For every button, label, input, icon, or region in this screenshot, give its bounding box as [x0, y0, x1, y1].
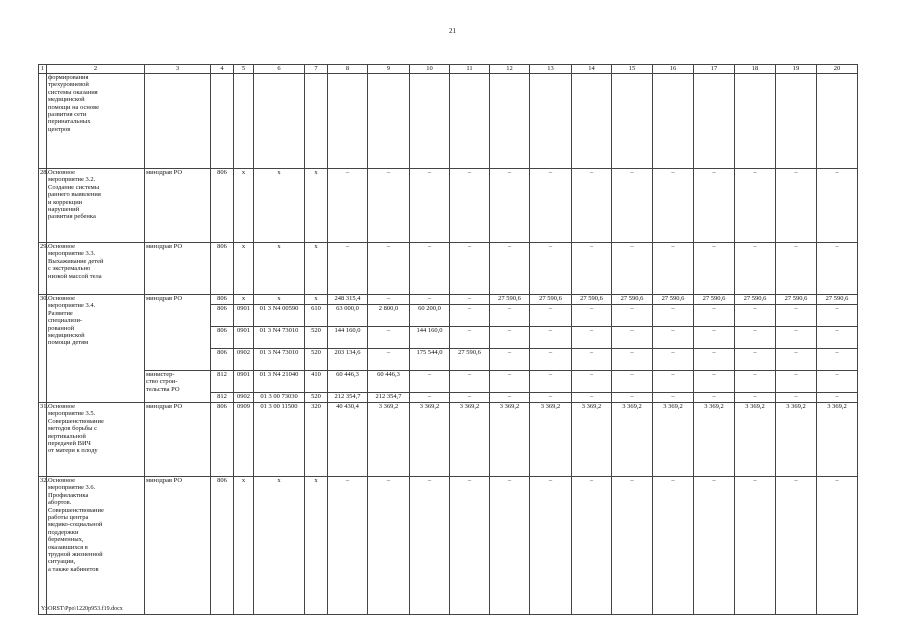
activity-name: Основное мероприятие 3.4. Развитие специализи- рованной медицинской помощи детям: [47, 295, 145, 403]
executor: минздрав РО: [145, 477, 211, 615]
empty-value-dash: –: [450, 169, 490, 243]
budget-table: [38, 64, 858, 615]
row-number: 31.: [39, 403, 47, 477]
table-row-30-sub: министер- ство строи- тельства РО 812 0901 01 3 N4 21040 410 60 446,3 60 446,3 – – – – – – – – – – –: [39, 371, 858, 393]
empty-value-dash: –: [410, 243, 450, 295]
empty-value-dash: –: [450, 477, 490, 615]
empty-value-dash: –: [612, 477, 653, 615]
empty-value-dash: –: [410, 477, 450, 615]
empty-value-dash: –: [572, 243, 612, 295]
activity-name: Основное мероприятие 3.5. Совершенствование методов борьбы с вертикальной передачей ВИЧ от матери к плоду: [47, 403, 145, 477]
empty-value-dash: –: [328, 477, 368, 615]
column-header: 1: [39, 65, 47, 74]
column-header: 3: [145, 65, 211, 74]
activity-name: Основное мероприятие 3.3. Выхаживание детей с экстремально низкой массой тела: [47, 243, 145, 295]
table-row-29: 29. Основное мероприятие 3.3. Выхаживание детей с экстремально низкой массой тела минздрав РО 806 х х х – – – – – – – – – – – – –: [39, 243, 858, 295]
continuation-text: формирования трехуровневой системы оказания медицинской помощи на основе развития сети перинатальных центров: [47, 74, 145, 169]
column-header: 5: [234, 65, 254, 74]
executor: минздрав РО: [145, 243, 211, 295]
activity-name: Основное мероприятие 3.2. Создание системы раннего выявления и коррекции нарушений развития ребенка: [47, 169, 145, 243]
row-number: 28.: [39, 169, 47, 243]
row-number: 30.: [39, 295, 47, 403]
empty-value-dash: –: [328, 243, 368, 295]
empty-value-dash: –: [735, 477, 776, 615]
continuation-row: [39, 74, 858, 169]
column-header: 9: [368, 65, 410, 74]
column-header: 12: [490, 65, 530, 74]
row-number: 32.: [39, 477, 47, 615]
empty-value-dash: –: [410, 169, 450, 243]
empty-value-dash: –: [653, 169, 694, 243]
empty-value-dash: –: [572, 477, 612, 615]
column-header: 15: [612, 65, 653, 74]
table-row-30-sub: 806 0902 01 3 N4 73010 520 203 134,6 – 175 544,0 27 590,6 – – – – – – – – –: [39, 349, 858, 371]
executor: министер- ство строи- тельства РО: [145, 371, 211, 403]
empty-value-dash: –: [776, 169, 817, 243]
column-header: 7: [305, 65, 328, 74]
empty-value-dash: –: [694, 169, 735, 243]
empty-value-dash: –: [817, 243, 858, 295]
empty-value-dash: –: [817, 169, 858, 243]
column-header: 6: [254, 65, 305, 74]
empty-value-dash: –: [653, 243, 694, 295]
file-path-footer: Y:\ORST\Ppo\1220p953.f19.docx: [41, 606, 123, 612]
empty-value-dash: –: [530, 477, 572, 615]
empty-value-dash: –: [368, 169, 410, 243]
empty-value-dash: –: [572, 169, 612, 243]
executor: минздрав РО: [145, 295, 211, 371]
column-header: 19: [776, 65, 817, 74]
column-header: 18: [735, 65, 776, 74]
table-row-32: 32. Основное мероприятие 3.6. Профилактика абортов. Совершенствование работы центра медико-социальной поддержки беременных, оказавшихся в трудной жизненной ситуации, а также кабинетов минздрав РО 806 х х х – – – – – – – – – – – – –: [39, 477, 858, 615]
table-row-31: 31. Основное мероприятие 3.5. Совершенствование методов борьбы с вертикальной передачей ВИЧ от матери к плоду минздрав РО 806 0909 01 3 00 11500 320 40 430,4 3 369,2 3 369,2 3 369,2 3 369,2 3 369,2 3 369,2 3 369,2 3 369,2 3 369,2 3 369,2 3 369,2 3 369,2: [39, 403, 858, 477]
column-header: 2: [47, 65, 145, 74]
table-row-28: 28. Основное мероприятие 3.2. Создание системы раннего выявления и коррекции нарушений развития ребенка минздрав РО 806 х х х – – – – – – – – – – – – –: [39, 169, 858, 243]
empty-value-dash: –: [817, 477, 858, 615]
column-header: 17: [694, 65, 735, 74]
empty-value-dash: –: [490, 477, 530, 615]
page-number: 21: [449, 27, 456, 35]
empty-value-dash: –: [776, 243, 817, 295]
row-number: 29.: [39, 243, 47, 295]
empty-value-dash: –: [612, 243, 653, 295]
column-header: 4: [211, 65, 234, 74]
empty-value-dash: –: [328, 169, 368, 243]
empty-value-dash: –: [694, 477, 735, 615]
executor: минздрав РО: [145, 169, 211, 243]
column-header: 10: [410, 65, 450, 74]
column-header: 14: [572, 65, 612, 74]
empty-value-dash: –: [612, 169, 653, 243]
empty-value-dash: –: [735, 243, 776, 295]
column-header: 8: [328, 65, 368, 74]
executor: минздрав РО: [145, 403, 211, 477]
empty-value-dash: –: [450, 243, 490, 295]
column-header: 20: [817, 65, 858, 74]
empty-value-dash: –: [530, 243, 572, 295]
header-row: [39, 65, 858, 74]
empty-value-dash: –: [368, 243, 410, 295]
empty-value-dash: –: [490, 169, 530, 243]
table-row-30: 30. Основное мероприятие 3.4. Развитие специализи- рованной медицинской помощи детям минздрав РО 806 х х х 248 315,4 – – – 27 590,6 27 590,6 27 590,6 27 590,6 27 590,6 27 590,6 27 590,6 27 590,6 27 590,6: [39, 295, 858, 305]
table-row-30-sub: 806 0901 01 3 N4 00590 610 63 000,0 2 800,0 60 200,0 – – – – – – – – – –: [39, 305, 858, 327]
column-header: 16: [653, 65, 694, 74]
column-header: 13: [530, 65, 572, 74]
empty-value-dash: –: [653, 477, 694, 615]
empty-value-dash: –: [530, 169, 572, 243]
activity-name: Основное мероприятие 3.6. Профилактика абортов. Совершенствование работы центра медико-социальной поддержки беременных, оказавшихся в трудной жизненной ситуации, а также кабинетов: [47, 477, 145, 615]
empty-value-dash: –: [694, 243, 735, 295]
empty-value-dash: –: [735, 169, 776, 243]
empty-value-dash: –: [490, 243, 530, 295]
empty-value-dash: –: [776, 477, 817, 615]
column-header: 11: [450, 65, 490, 74]
table-row-30-sub: 812 0902 01 3 00 73030 520 212 354,7 212 354,7 – – – – – – – – – – –: [39, 393, 858, 403]
table-row-30-sub: 806 0901 01 3 N4 73010 520 144 160,0 – 144 160,0 – – – – – – – – – –: [39, 327, 858, 349]
empty-value-dash: –: [368, 477, 410, 615]
